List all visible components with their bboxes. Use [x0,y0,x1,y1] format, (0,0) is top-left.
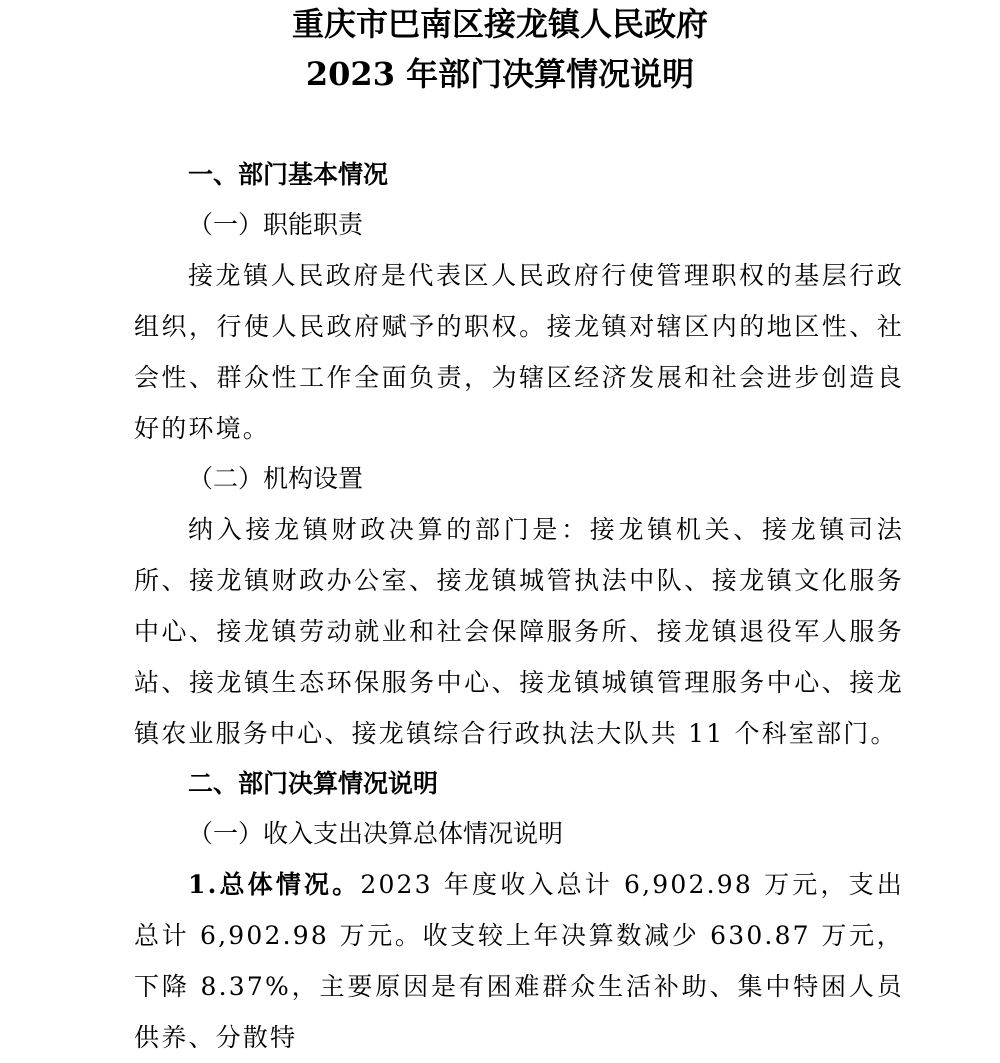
paragraph-lead: 1.总体情况。 [188,870,361,899]
document-subtitle: 2023 年部门决算情况说明 [305,55,695,93]
paragraph-overall [134,859,904,1063]
paragraph-functions: 接龙镇人民政府是代表区人民政府行使管理职权的基层行政组织，行使人民政府赋予的职权。接龙镇对辖区内的地区性、社会性、群众性工作全面负责，为辖区经济发展和社会进步创造良好的环境。 [134,261,904,443]
section-heading-final-accounts: 二、部门决算情况说明 [188,769,439,798]
subheading-organization: （二）机构设置 [188,464,364,493]
paragraph-overall-body: 2023 年度收入总计 6,902.98 万元，支出总计 6,902.98 万元。收支较上年决算数减少 630.87 万元，下降 8.37%，主要原因是有困难群众生活补助、集中特困人员供养、分散特 [134,870,904,1052]
paragraph-organization: 纳入接龙镇财政决算的部门是：接龙镇机关、接龙镇司法所、接龙镇财政办公室、接龙镇城管执法中队、接龙镇文化服务中心、接龙镇劳动就业和社会保障服务所、接龙镇退役军人服务站、接龙镇生态环保服务中心、接龙镇城镇管理服务中心、接龙镇农业服务中心、接龙镇综合行政执法大队共 11 个科室部门。 [134,515,904,748]
document-title: 重庆市巴南区接龙镇人民政府 [291,5,708,43]
document-body [134,150,904,1063]
subheading-functions: （一）职能职责 [188,210,364,239]
section-heading-basic-info: 一、部门基本情况 [188,160,389,189]
subheading-income-expenditure: （一）收入支出决算总体情况说明 [188,819,564,848]
